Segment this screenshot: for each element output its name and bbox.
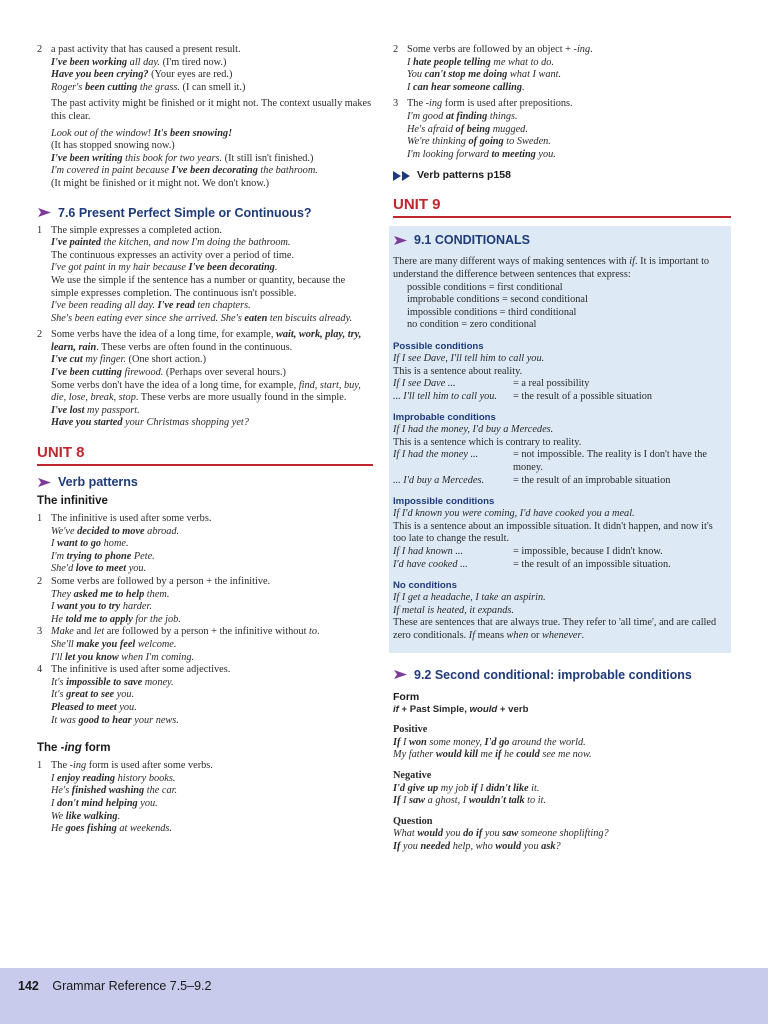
example-bold: eaten (244, 312, 268, 324)
example-text: Roger's (51, 81, 85, 93)
unit-8-heading: UNIT 8 (37, 444, 373, 466)
example-text: If metal is heated, it expands. (393, 604, 514, 616)
item-text: The continuous expresses an activity over a period of time. (51, 249, 295, 261)
item-text: form is used after prepositions. (442, 98, 573, 110)
conditionals-box (389, 226, 731, 652)
item-number: 3 (393, 98, 399, 110)
example-bold: can't stop me doing (424, 69, 508, 81)
positive-example-2 (393, 749, 731, 762)
example-bold: Have you started (51, 417, 123, 429)
example-text: you (521, 840, 542, 852)
example-text: I'll (51, 651, 65, 663)
item-text: Some verbs have the idea of a long time, for example, (51, 329, 277, 341)
example-text: my job (438, 782, 472, 794)
example-bold: been cutting (84, 81, 138, 93)
item-text: and (73, 626, 94, 638)
example-text: It's (51, 676, 67, 688)
example-text: you. (114, 689, 135, 701)
description: This is a sentence which is contrary to reality. (393, 436, 582, 448)
heading-negative: Negative (393, 769, 432, 781)
example-bold: if (471, 782, 478, 794)
example-text: I (400, 736, 410, 748)
example-text: them. (144, 588, 170, 600)
item-number: 2 (37, 44, 43, 55)
pair-clause: ... I'll tell him to call you. (393, 390, 498, 402)
item-text: Some verbs are followed by a person + the infinitive. (51, 576, 271, 587)
example-bold: saw (409, 795, 426, 807)
example-text: see me now. (539, 749, 592, 761)
example-bold: if (495, 749, 502, 761)
pair-row (393, 391, 727, 404)
example-text: Pete. (131, 550, 155, 562)
item-text: The infinitive is used after some verbs. (51, 513, 212, 525)
pair-row (393, 559, 727, 572)
inf-item-3 (37, 626, 373, 664)
page-number: 142 (18, 979, 39, 993)
example-bold: make you feel (76, 638, 136, 650)
item-text: -ing (425, 98, 443, 110)
item-number: 2 (37, 329, 43, 341)
example-text: . (522, 81, 525, 93)
item-number: 4 (37, 664, 43, 676)
item-number: 1 (37, 513, 43, 525)
example-bold: can hear someone calling (413, 81, 522, 93)
example-bold: I've read (157, 300, 195, 312)
example-text: when I'm coming. (118, 651, 195, 663)
list-item: possible conditions = first conditional (407, 281, 563, 293)
description (393, 617, 727, 642)
item-text: Make (51, 626, 74, 638)
example-bold: want you to try (57, 601, 121, 613)
conditionals-list (393, 282, 727, 332)
list-item: improbable conditions = second conditional (407, 294, 588, 306)
example-note: (One short action.) (125, 354, 206, 366)
item-text: form is used after some verbs. (86, 760, 213, 772)
section-heading-9-2 (393, 667, 731, 683)
example-bold: at finding (445, 110, 488, 122)
example-text: things. (487, 110, 518, 122)
desc-part: If (468, 630, 476, 641)
example-note: (Your eyes are red.) (148, 69, 233, 81)
example-text: I'm good (407, 110, 446, 122)
example-text: They (51, 588, 74, 600)
pair-clause: If I see Dave ... (393, 378, 456, 390)
example-text: He's (51, 785, 72, 797)
heading-no-conditions: No conditions (393, 580, 457, 592)
subheading-infinitive: The infinitive (37, 495, 108, 508)
pair-row (393, 378, 727, 391)
example-text: It's (51, 689, 67, 701)
example-bold: love to meet (75, 563, 127, 575)
unit-9-heading: UNIT 9 (393, 196, 731, 218)
ing-item-1 (37, 760, 373, 836)
example-bold: I've been writing (51, 152, 123, 164)
example-bold: decided to move (77, 525, 145, 537)
desc-part: These are sentences that are always true. They refer to 'all time', and are called zero conditionals. (393, 617, 717, 641)
example-text: your Christmas shopping yet? (122, 417, 249, 429)
example-text: what I want. (507, 69, 562, 81)
pair-meaning: = the result of an improbable situation (513, 474, 671, 486)
intro-text: if (629, 256, 635, 268)
intro-text: . It is important to understand the difference between sentences that express: (393, 256, 710, 280)
example-text: welcome. (135, 638, 177, 650)
inf-item-2 (37, 576, 373, 626)
desc-part: or (528, 630, 543, 641)
example-bold: hate people telling (413, 56, 491, 68)
example-text: If I see Dave, I'll tell him to call you. (393, 352, 545, 364)
item-number: 2 (393, 44, 399, 55)
intro-text: There are many different ways of making sentences with (393, 256, 630, 268)
item-number: 2 (37, 576, 43, 587)
explanation: The past activity might be finished or it might not. The context usually makes this clear. (51, 98, 372, 122)
example-text: What (393, 828, 418, 840)
example-bold: finished washing (71, 785, 145, 797)
example-text: money. (142, 676, 174, 688)
example-bold: asked me to help (73, 588, 145, 600)
item-text: Some verbs don't have the idea of a long time, for example, (51, 379, 299, 391)
example-note: (Perhaps over several hours.) (163, 367, 286, 379)
desc-part: . (581, 630, 585, 641)
example-bold: would (495, 840, 522, 852)
pair-row (393, 449, 727, 474)
example-bold: good to hear (78, 714, 132, 726)
example-text: you. (126, 563, 147, 575)
question-example-2 (393, 841, 731, 854)
example-text: He's afraid (407, 123, 456, 135)
list-item: impossible conditions = third conditional (407, 306, 577, 318)
example-bold: I've cut (51, 354, 83, 366)
example-text: If I get a headache, I take an aspirin. (393, 592, 546, 604)
item-text: . (590, 44, 593, 55)
form-rule (393, 704, 731, 717)
example-bold: great to see (66, 689, 115, 701)
example-text: I (51, 797, 58, 809)
pair-row (393, 475, 727, 488)
example-text: You (407, 69, 425, 81)
purple-arrow-icon (393, 668, 409, 681)
example-bold: I've painted (51, 237, 102, 249)
item-text: -ing (69, 760, 87, 772)
example-text: me (477, 749, 496, 761)
example-text: I've been reading all day. (51, 300, 158, 312)
link-text: Verb patterns p158 (417, 169, 511, 182)
example-bold: didn't like (485, 782, 529, 794)
item-text: -ing (573, 44, 591, 55)
example-text: We (51, 810, 66, 822)
heading-question: Question (393, 815, 433, 827)
example-text: some money, (426, 736, 485, 748)
double-arrow-icon (393, 171, 411, 181)
example-text: at weekends. (116, 823, 172, 835)
example-text: you. (535, 148, 556, 160)
example-note: (It still isn't finished.) (222, 152, 314, 164)
example-text: it. (528, 782, 540, 794)
example-text: abroad. (144, 525, 180, 537)
example-text: harder. (120, 601, 152, 613)
example-text: . (274, 262, 278, 274)
example-text: to it. (524, 795, 547, 807)
example-text: I've got paint in my hair because (51, 262, 189, 274)
example-text: He (51, 823, 66, 835)
example-text: someone shoplifting? (518, 828, 609, 840)
example-bold: saw (502, 828, 519, 840)
example-note: (I can smell it.) (179, 81, 246, 93)
form-part: would (469, 703, 498, 715)
item-text: are followed by a person + the infinitive without (104, 626, 310, 638)
subheading-part: form (81, 742, 111, 755)
example-bold: If (393, 795, 401, 807)
example-bold: would kill (435, 749, 478, 761)
example-bold: if (475, 828, 483, 840)
example-text: ten chapters. (194, 300, 251, 312)
example-bold: I've been working (51, 56, 128, 68)
example-text: you. (116, 701, 137, 713)
example-text: to Sweden. (503, 136, 551, 148)
example-bold: of going (468, 136, 504, 148)
example-text: a ghost, I (425, 795, 469, 807)
subheading-part: -ing (60, 742, 82, 755)
item-number: 1 (37, 224, 43, 236)
item-text: . These verbs are more usually found in the simple. (135, 392, 347, 404)
example-bold: Pleased to meet (51, 701, 117, 713)
example-note: (It might be finished or it might not. We don't know.) (51, 177, 270, 189)
inf-item-4 (37, 664, 373, 727)
subheading-ing-form (37, 741, 373, 756)
example-bold: told me to apply (65, 613, 133, 625)
example-text: history books. (115, 772, 176, 784)
pair-clause: If I had known ... (393, 546, 464, 558)
pair-clause: If I had the money ... (393, 449, 479, 461)
example-bold: If (393, 736, 401, 748)
sec76-item-2 (37, 329, 373, 430)
question-example-1 (393, 828, 731, 841)
example-text: you (443, 828, 464, 840)
item-text: The simple expresses a completed action. (51, 224, 222, 236)
pair-row (393, 546, 727, 559)
item-text: The infinitive is used after some adjectives. (51, 664, 231, 676)
desc-part: when (506, 630, 529, 641)
example-text: If I had the money, I'd buy a Mercedes. (393, 424, 554, 436)
purple-arrow-icon (393, 234, 409, 247)
example-text: he (501, 749, 517, 761)
item-number: 1 (37, 760, 43, 772)
example-bold: I've lost (51, 404, 85, 416)
item-number: 3 (37, 626, 43, 638)
example-text: My father (393, 749, 436, 761)
example-text: If I'd known you were coming, I'd have cooked you a meal. (393, 508, 635, 520)
pp-item-2 (37, 44, 373, 191)
example-text: for the job. (132, 613, 181, 625)
example-text: I'm (51, 550, 67, 562)
section-heading-9-1 (393, 232, 727, 248)
item-text: . These verbs are often found in the continuous. (96, 341, 293, 353)
section-heading-verb-patterns (37, 474, 373, 490)
example-bold: goes fishing (65, 823, 117, 835)
item-text: to (309, 626, 318, 638)
item-text: Some verbs are followed by an object + (407, 44, 574, 55)
example-text: He (51, 613, 66, 625)
example-bold: would (417, 828, 444, 840)
pair-meaning: = not impossible. The reality is I don't have the money. (513, 449, 707, 474)
desc-part: means (475, 630, 507, 641)
example-text: the grass. (137, 81, 180, 93)
example-bold: of being (455, 123, 491, 135)
example-text: I'm covered in paint because (51, 165, 172, 177)
example-bold: trying to phone (66, 550, 132, 562)
example-bold: want to go (57, 538, 102, 550)
example-text: We're thinking (407, 136, 469, 148)
form-part: if (393, 703, 399, 715)
example-text: I (477, 782, 486, 794)
example-text: I (51, 601, 58, 613)
example-bold: I've been cutting (51, 367, 122, 379)
example-bold: do (463, 828, 474, 840)
example-text: I (400, 795, 410, 807)
example-text: I (51, 538, 58, 550)
example-text: you. (137, 797, 158, 809)
description: This is a sentence about an impossible situation. It didn't happen, and now it's too late to change the result. (393, 520, 713, 545)
pair-meaning: = a real possibility (513, 378, 590, 390)
example-bold: to meeting (491, 148, 536, 160)
example-text: ten biscuits already. (267, 312, 353, 324)
description: This is a sentence about reality. (393, 365, 523, 377)
example-text: She'll (51, 638, 77, 650)
example-text: It was (51, 714, 79, 726)
section-heading-7-6 (37, 205, 373, 221)
purple-arrow-icon (37, 476, 53, 489)
example-note: (I'm tired now.) (160, 56, 227, 68)
example-text: I (51, 772, 58, 784)
example-bold: enjoy reading (57, 772, 116, 784)
example-text: I (407, 56, 414, 68)
pair-meaning: = the result of an impossible situation. (513, 558, 671, 570)
example-text: my finger. (82, 354, 126, 366)
example-bold: I'd go (484, 736, 510, 748)
example-text: the bathroom. (257, 165, 318, 177)
purple-arrow-icon (37, 206, 53, 219)
example-bold: impossible to save (66, 676, 143, 688)
conditionals-intro (393, 256, 727, 281)
example-bold: could (516, 749, 540, 761)
example-text: firewood. (121, 367, 164, 379)
example-bold: I'd give up (393, 782, 439, 794)
heading-positive: Positive (393, 724, 428, 736)
negative-example-2 (393, 795, 731, 808)
item-text: . (317, 626, 320, 638)
example-text: ? (555, 840, 561, 852)
item-text: let (93, 626, 105, 638)
item-text: a past activity that has caused a present result. (51, 44, 241, 55)
negative-example-1 (393, 783, 731, 796)
verb-patterns-link[interactable] (393, 169, 731, 182)
item-text: The (407, 98, 426, 110)
item-text: We use the simple if the sentence has a number or quantity, because the simple expresses completion. The continuous isn't possible. (51, 274, 346, 299)
example-text: I'm looking forward (407, 148, 492, 160)
verb-list: find, start, buy, die, lose, break, stop (51, 379, 361, 404)
form-part: + verb (497, 703, 529, 715)
heading-possible: Possible conditions (393, 340, 484, 352)
example-text: my passport. (84, 404, 140, 416)
example-text: help, who (450, 840, 496, 852)
example-text: the kitchen, and now I'm doing the bathroom. (101, 237, 291, 249)
example-text: the car. (144, 785, 178, 797)
example-bold: let you know (64, 651, 119, 663)
ing-item-2 (393, 44, 731, 94)
example-bold: I've been decorating (171, 165, 258, 177)
item-text: The (51, 760, 70, 772)
example-text: . (117, 810, 121, 822)
example-text: mugged. (490, 123, 528, 135)
sec76-item-1 (37, 225, 373, 326)
example-bold: Have you been crying? (51, 69, 149, 81)
example-bold: like walking (65, 810, 118, 822)
example-text: me what to do. (490, 56, 555, 68)
pair-clause: ... I'd buy a Mercedes. (393, 474, 485, 486)
list-item: no condition = zero conditional (407, 319, 537, 331)
example-bold: don't mind helping (57, 797, 138, 809)
example-bold: ask (541, 840, 556, 852)
example-text: all day. (127, 56, 160, 68)
left-column (37, 44, 373, 836)
example-text: your news. (131, 714, 179, 726)
example-bold: needed (420, 840, 451, 852)
example-text: around the world. (509, 736, 586, 748)
section-title: 9.1 CONDITIONALS (414, 233, 530, 248)
pair-meaning: = the result of a possible situation (513, 390, 653, 402)
desc-part: whenever (542, 630, 582, 641)
example-text: you (400, 840, 421, 852)
section-title: 9.2 Second conditional: improbable conditions (414, 667, 692, 682)
example-text: home. (101, 538, 129, 550)
section-title: Verb patterns (58, 475, 138, 490)
example-text: We've (51, 525, 78, 537)
page-footer (0, 968, 768, 1024)
example-bold: It's been snowing! (153, 127, 233, 139)
pair-meaning: = impossible, because I didn't know. (513, 546, 663, 558)
positive-example-1 (393, 737, 731, 750)
heading-impossible: Impossible conditions (393, 496, 495, 508)
example-text: She'd (51, 563, 76, 575)
section-title: 7.6 Present Perfect Simple or Continuous? (58, 205, 312, 220)
footer-title: Grammar Reference 7.5–9.2 (52, 979, 212, 993)
footer-text (18, 980, 211, 993)
example-text: I (407, 81, 414, 93)
example-text: you (482, 828, 503, 840)
form-part: + Past Simple, (398, 703, 470, 715)
subheading-part: The (37, 742, 61, 755)
heading-form: Form (393, 690, 420, 703)
example-bold: I've been decorating (188, 262, 275, 274)
example-text: this book for two years. (122, 152, 223, 164)
verb-list: wait, work, play, try, learn, rain (51, 329, 362, 353)
example-note: (It has stopped snowing now.) (51, 140, 175, 152)
example-bold: won (409, 736, 427, 748)
example-text: She's been eating ever since she arrived. She's (51, 312, 245, 324)
example-text: Look out of the window! (51, 127, 154, 139)
right-column (393, 44, 731, 854)
example-bold: wouldn't talk (468, 795, 525, 807)
heading-improbable: Improbable conditions (393, 412, 496, 424)
inf-item-1 (37, 513, 373, 576)
ing-item-3 (393, 98, 731, 161)
pair-clause: I'd have cooked ... (393, 558, 468, 570)
example-bold: If (393, 840, 401, 852)
